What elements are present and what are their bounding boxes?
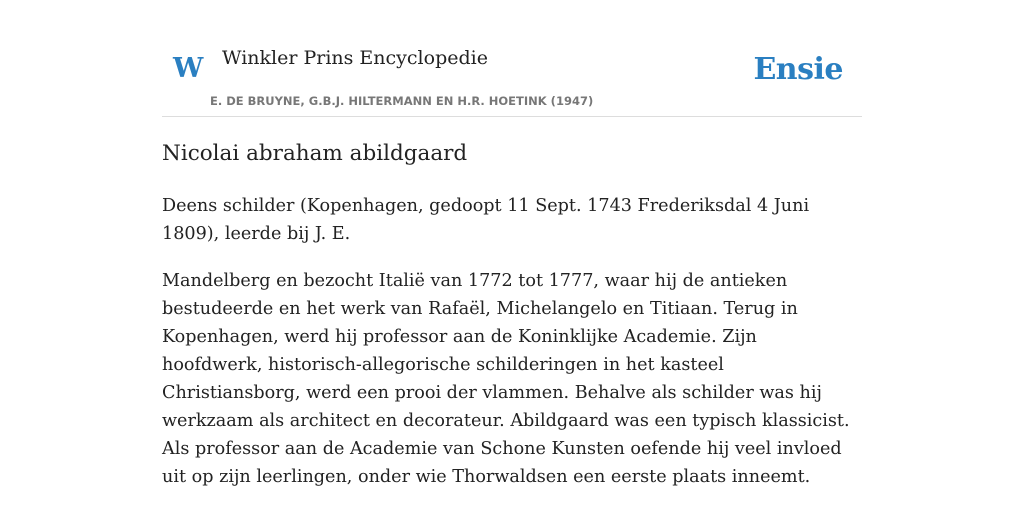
source-title[interactable]: Winkler Prins Encyclopedie: [222, 47, 488, 69]
article-paragraph-2: Mandelberg en bezocht Italië van 1772 tot 1777, waar hij de antieken bestudeerde en het werk van Rafaël, Michelangelo en Titiaan. Terug in Kopenhagen, werd hij professor aan de Koninklijke Academie. Zijn hoofdwerk, historisch-allegorische schilderingen in het kasteel Christiansborg, werd een prooi der vlammen. Behalve als schilder was hij werkzaam als architect en decorateur. Abildgaard was een typisch klassicist. Als professor aan de Academie van Schone Kunsten oefende hij veel invloed uit op zijn leerlingen, onder wie Thorwaldsen een eerste plaats inneemt.: [162, 271, 850, 487]
article-title: Nicolai abraham abildgaard: [162, 141, 468, 166]
page-header: [162, 40, 862, 117]
winkler-prins-logo-icon: W: [173, 53, 204, 84]
source-authors: E. DE BRUYNE, G.B.J. HILTERMANN EN H.R. HOETINK (1947): [210, 94, 594, 108]
ensie-logo[interactable]: Ensie: [753, 52, 843, 87]
article: [162, 138, 862, 491]
article-paragraph-1: Deens schilder (Kopenhagen, gedoopt 11 Sept. 1743 Frederiksdal 4 Juni 1809), leerde bij J. E.: [162, 196, 810, 244]
